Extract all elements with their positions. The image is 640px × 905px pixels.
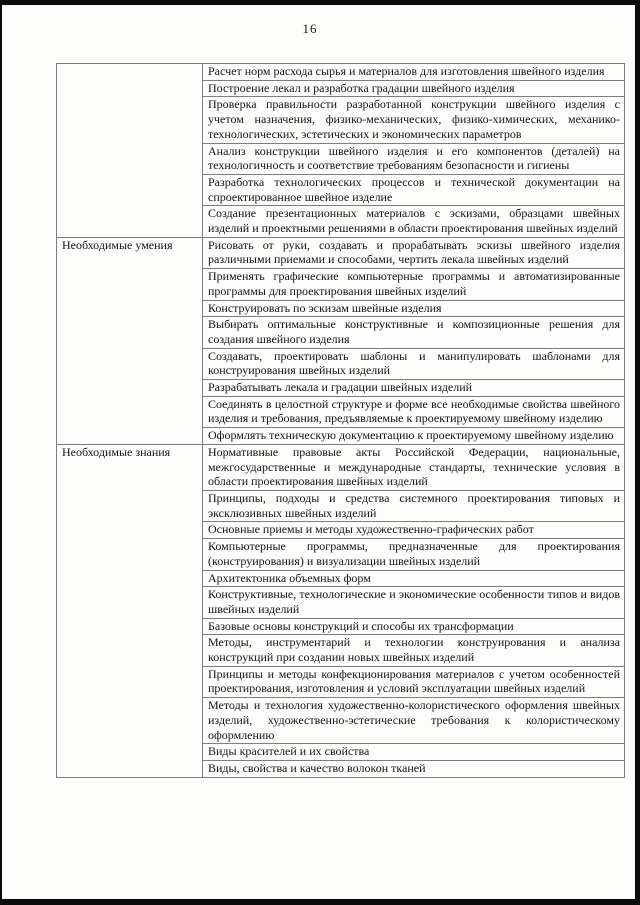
requirement-item: Нормативные правовые акты Российской Федерации, национальные, межгосударственные и международные стандарты, технические условия в области проектирования швейных изделий [203,444,625,490]
table-row [57,237,625,268]
requirement-item: Принципы и методы конфекционирования материалов с учетом особенностей проектирования, изготовления и условий эксплуатации швейных изделий [203,666,625,697]
requirement-item: Разрабатывать лекала и градации швейных изделий [203,380,625,397]
scan-border-top [0,0,640,5]
professional-standard-table [56,63,625,778]
requirement-item: Основные приемы и методы художественно-графических работ [203,522,625,539]
requirement-item: Методы, инструментарий и технологии конструирования и анализа конструкций при создании новых швейных изделий [203,635,625,666]
section-label [57,64,203,238]
requirement-item: Компьютерные программы, предназначенные для проектирования (конструирования) и визуализации швейных изделий [203,539,625,570]
scan-border-right [635,0,640,905]
requirement-item: Методы и технология художественно-колористического оформления швейных изделий, художественно-эстетические требования к колористическому оформлению [203,698,625,744]
requirement-item: Выбирать оптимальные конструктивные и композиционные решения для создания швейного изделия [203,317,625,348]
requirement-item: Разработка технологических процессов и технической документации на спроектированное швейное изделие [203,174,625,205]
requirement-item: Виды, свойства и качество волокон тканей [203,760,625,777]
requirement-item: Расчет норм расхода сырья и материалов для изготовления швейного изделия [203,64,625,81]
requirement-item: Базовые основы конструкций и способы их трансформации [203,618,625,635]
requirement-item: Конструировать по эскизам швейные изделия [203,300,625,317]
table-row [57,64,625,81]
requirement-item: Применять графические компьютерные программы и автоматизированные программы для проектирования швейных изделий [203,269,625,300]
requirement-item: Проверка правильности разработанной конструкции швейного изделия с учетом назначения, физико-механических, физико-химических, механико-технологических, эстетических и экономических параметров [203,97,625,143]
requirement-item: Конструктивные, технологические и экономические особенности типов и видов швейных изделий [203,587,625,618]
requirement-item: Соединять в целостной структуре и форме все необходимые свойства швейного изделия и требования, предъявляемые к проектируемому швейному изделию [203,396,625,427]
section-label: Необходимые умения [57,237,203,444]
page-number: 16 [302,21,318,36]
scan-border-bottom [0,899,640,905]
requirement-item: Виды красителей и их свойства [203,744,625,761]
requirement-item: Архитектоника объемных форм [203,570,625,587]
requirement-item: Создание презентационных материалов с эскизами, образцами швейных изделий и проектными решениями в области проектирования швейных изделий [203,206,625,237]
requirement-item: Построение лекал и разработка градации швейного изделия [203,80,625,97]
requirement-item: Принципы, подходы и средства системного проектирования типовых и эксклюзивных швейных изделий [203,490,625,521]
section-label: Необходимые знания [57,444,203,777]
table-row [57,444,625,490]
requirement-item: Оформлять техническую документацию к проектируемому швейному изделию [203,428,625,445]
requirement-item: Анализ конструкции швейного изделия и его компонентов (деталей) на технологичность и соответствие требованиям безопасности и гигиены [203,143,625,174]
requirement-item: Рисовать от руки, создавать и прорабатывать эскизы швейного изделия различными приемами и способами, чертить лекала швейных изделий [203,237,625,268]
requirement-item: Создавать, проектировать шаблоны и манипулировать шаблонами для конструирования швейных изделий [203,348,625,379]
scan-border-left [0,0,2,905]
